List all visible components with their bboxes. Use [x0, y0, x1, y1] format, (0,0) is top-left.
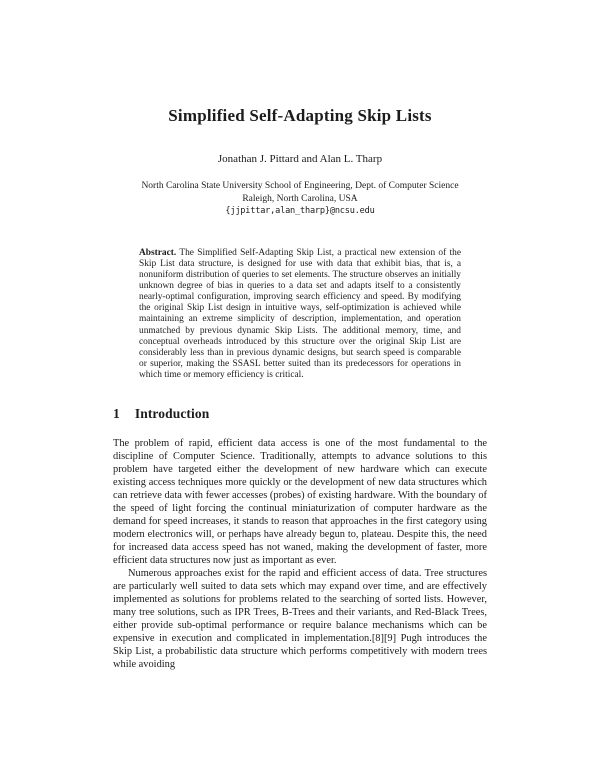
- abstract-label: Abstract.: [139, 247, 177, 258]
- intro-paragraph-2: Numerous approaches exist for the rapid and efficient access of data. Tree structures are particularly well suited to data sets which may expand over time, and are effectively implemented as solutions for problems related to the searching of sorted lists. However, many tree solutions, such as IPR Trees, B-Trees and their variants, and Red-Black Trees, either provide sub-optimal performance or require balance mechanisms which can be expensive in execution and complicated in implementation.[8][9] Pugh introduces the Skip List, a probabilistic data structure which performs competitively with modern trees while avoiding: [113, 568, 487, 671]
- section-title: Introduction: [134, 406, 210, 422]
- text-column: [113, 106, 487, 671]
- author-line: Jonathan J. Pittard and Alan L. Tharp: [217, 153, 383, 165]
- paper-title: Simplified Self-Adapting Skip Lists: [168, 106, 432, 125]
- abstract-paragraph: [139, 248, 461, 382]
- section-number: 1: [113, 406, 120, 422]
- author-emails: {jjpittar,alan_tharp}@ncsu.edu: [225, 206, 375, 216]
- affiliation-line-1: North Carolina State University School of Engineering, Dept. of Computer Science: [141, 181, 459, 191]
- intro-paragraph-1: The problem of rapid, efficient data access is one of the most fundamental to the discipline of Computer Science. Traditionally, attempts to advance solutions to this problem have targeted either the development of new hardware which can execute existing access techniques more quickly or the development of new data structures which can retrieve data with fewer accesses (probes) of existing hardware. With the boundary of the speed of light forcing the continual miniaturization of computer hardware as the demand for speed increases, it stands to reason that approaches in the first category using modern electronics will, or perhaps have already begun to, plateau. Despite this, the need for increased data access speed has not waned, making the development of faster, more efficient data structures now just as important as ever.: [113, 438, 487, 567]
- affiliation-block: [113, 180, 487, 218]
- abstract-text: The Simplified Self-Adapting Skip List, a practical new extension of the Skip List data structure, is designed for use with data that exhibit bias, that is, a nonuniform distribution of queries to set elements. The structure observes an initially unknown degree of bias in queries to a data set and adapts itself to a consistently nearly-optimal configuration, improving search efficiency and speed. By modifying the original Skip List design in intuitive ways, self-optimization is achieved while maintaining an extreme simplicity of description, implementation, and operation unmatched by previous dynamic Skip Lists. The additional memory, time, and conceptual overheads introduced by this structure over the original Skip List are considerably less than in previous dynamic designs, but search speed is comparable or superior, making the SSASL better suited than its predecessors for operations in which time or memory efficiency is critical.: [139, 247, 461, 381]
- section-heading-introduction: [113, 406, 487, 422]
- affiliation-line-2: Raleigh, North Carolina, USA: [242, 193, 358, 204]
